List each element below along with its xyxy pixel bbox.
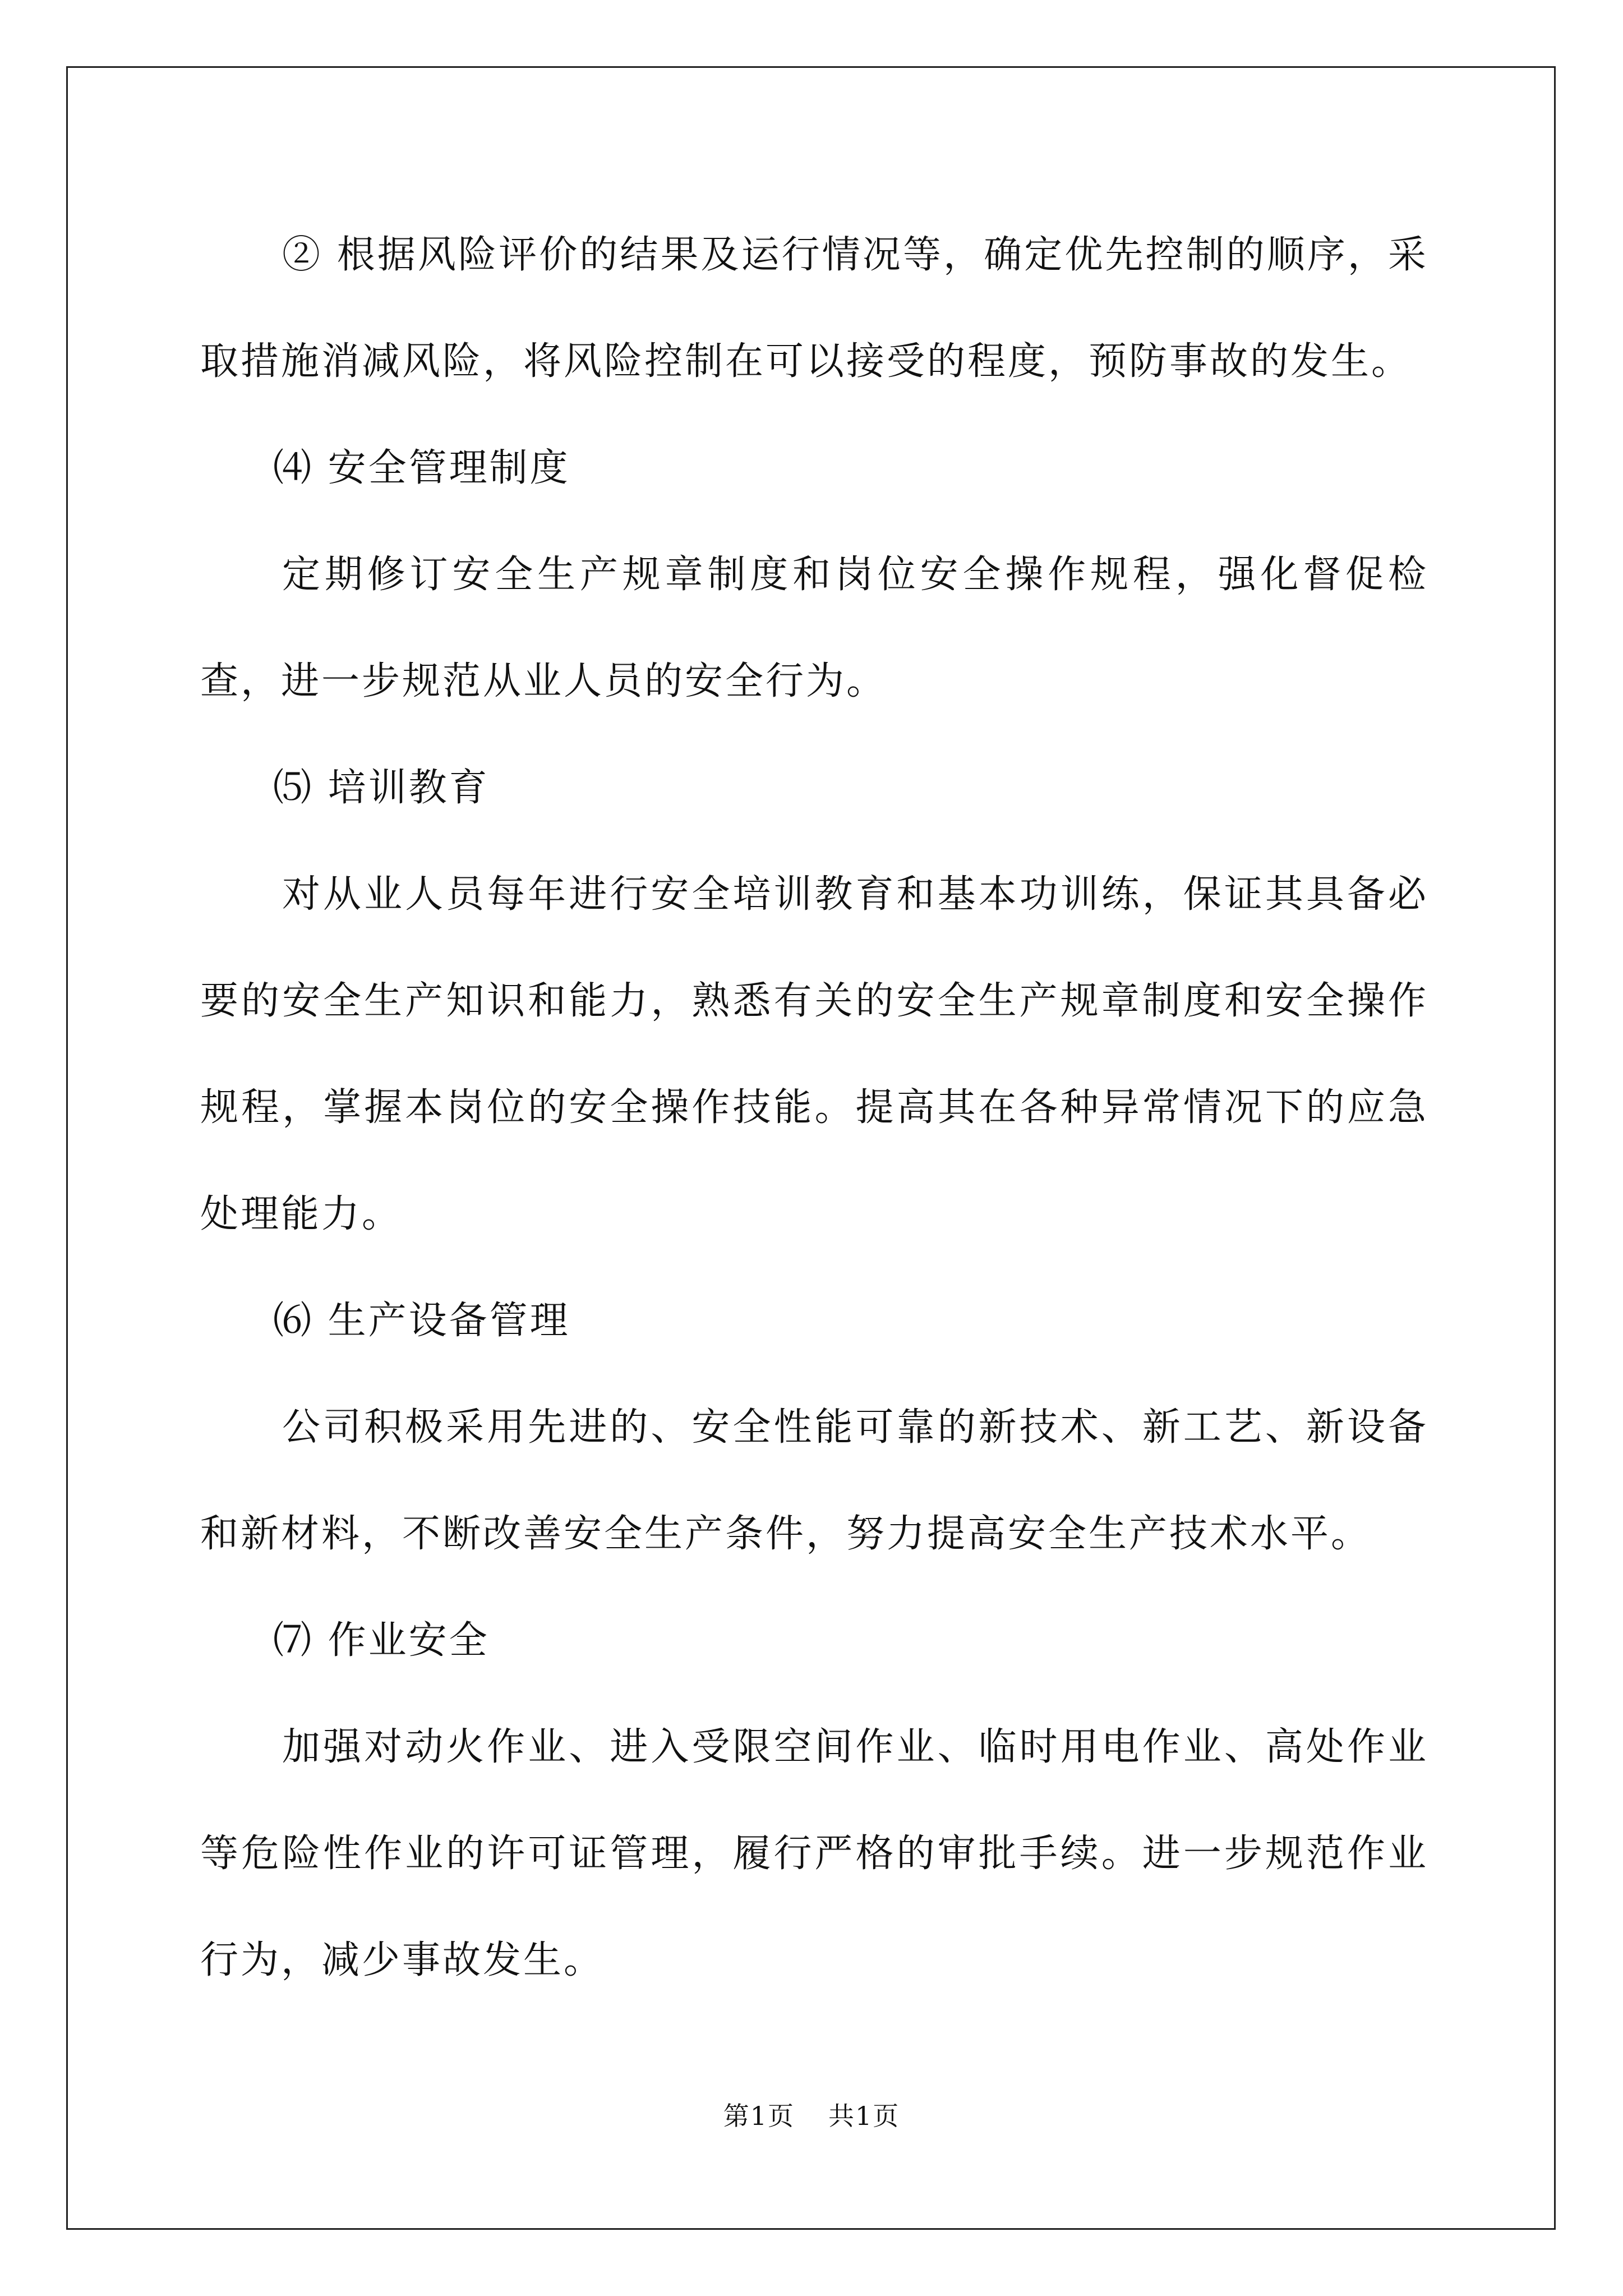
heading-equipment-management: ⑹ 生产设备管理 [273, 1299, 570, 1343]
heading-training-education: ⑸ 培训教育 [273, 766, 490, 810]
paragraph-training-education: 对从业人员每年进行安全培训教育和基本功训练，保证其具备必要的安全生产知识和能力，熟悉有关的安全生产规章制度和安全操作规程，掌握本岗位的安全操作技能。提高其在各种异常情况下的应急处理能力。 [200, 872, 1428, 1236]
paragraph-safety-management-system: 定期修订安全生产规章制度和岗位安全操作规程，强化督促检查，进一步规范从业人员的安全行为。 [200, 553, 1428, 703]
paragraph-operation-safety: 加强对动火作业、进入受限空间作业、临时用电作业、高处作业等危险性作业的许可证管理，履行严格的审批手续。进一步规范作业行为，减少事故发生。 [200, 1725, 1428, 1982]
document-body [200, 202, 1428, 2014]
heading-operation-safety: ⑺ 作业安全 [273, 1618, 490, 1663]
paragraph-equipment-management: 公司积极采用先进的、安全性能可靠的新技术、新工艺、新设备和新材料，不断改善安全生产条件，努力提高安全生产技术水平。 [200, 1405, 1428, 1556]
paragraph-risk-control: ② 根据风险评价的结果及运行情况等，确定优先控制的顺序，采取措施消减风险，将风险控制在可以接受的程度，预防事故的发生。 [200, 233, 1428, 384]
page-number-current: 第1页 [723, 2101, 795, 2131]
page-footer [0, 2099, 1623, 2133]
page-number-total: 共1页 [828, 2101, 900, 2131]
heading-safety-management-system: ⑷ 安全管理制度 [273, 446, 570, 490]
